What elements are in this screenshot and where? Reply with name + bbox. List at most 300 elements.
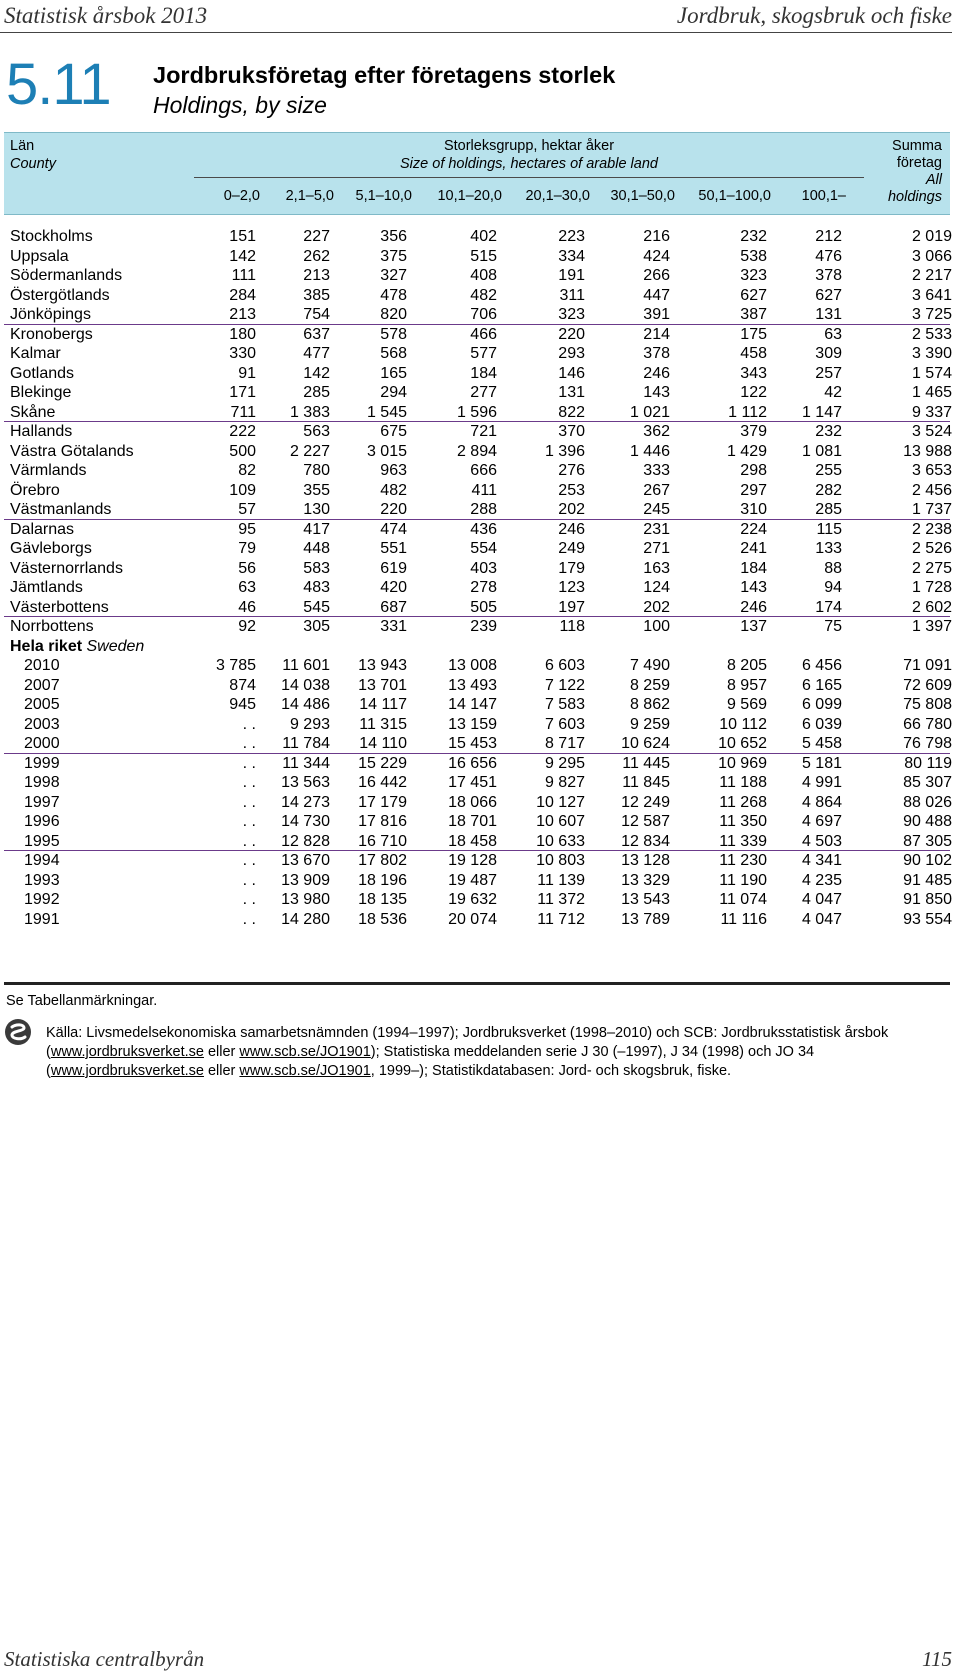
value-cell: 118 (559, 618, 585, 635)
value-cell: 554 (470, 540, 497, 557)
value-cell: 213 (229, 306, 256, 323)
value-cell: 294 (380, 384, 407, 401)
county-name: Västerbottens (10, 598, 109, 616)
value-cell: 111 (231, 267, 256, 284)
value-cell: 13 008 (448, 657, 497, 674)
running-head-left: Statistisk årsbok 2013 (4, 3, 208, 28)
value-cell: 180 (229, 325, 256, 343)
value-cell: 82 (238, 462, 256, 479)
value-cell: 411 (471, 481, 497, 499)
value-cell: 239 (470, 618, 497, 635)
value-cell: 14 273 (281, 793, 330, 811)
value-cell: 253 (558, 481, 585, 499)
source-link-1[interactable]: www.jordbruksverket.se (50, 1044, 204, 1060)
value-cell: 963 (380, 462, 407, 479)
value-cell: 8 259 (629, 676, 670, 694)
year-label: 2007 (24, 676, 60, 694)
county-row (0, 421, 960, 442)
value-cell: 334 (558, 247, 585, 265)
value-cell: 16 656 (448, 754, 497, 772)
county-row (0, 480, 960, 501)
group-separator (4, 753, 950, 754)
value-cell: 754 (303, 306, 330, 323)
source-text-5: , 1999–); Statistikdatabasen: Jord- och skogsbruk, fiske. (370, 1063, 732, 1079)
value-cell: 214 (643, 325, 670, 343)
value-cell: 123 (558, 579, 585, 596)
total-cell: 2 533 (911, 325, 952, 343)
value-cell: 257 (815, 364, 842, 382)
value-cell: 11 190 (719, 871, 767, 889)
total-cell: 1 465 (911, 384, 952, 401)
footer-page-number: 115 (922, 1647, 952, 1671)
value-cell: 202 (558, 501, 585, 518)
value-cell: 333 (643, 462, 670, 479)
county-row (0, 616, 960, 637)
source-link-4[interactable]: www.scb.se/JO1901 (239, 1063, 371, 1079)
total-cell: 76 798 (903, 735, 952, 752)
value-cell: 6 456 (801, 657, 842, 674)
column-header: 50,1–100,0 (698, 188, 771, 204)
value-cell: 94 (824, 579, 842, 596)
value-cell: 515 (470, 247, 497, 265)
year-label: 2003 (24, 715, 60, 733)
value-cell: 563 (303, 423, 330, 440)
value-cell: 458 (740, 345, 767, 362)
value-cell: 8 957 (726, 676, 767, 694)
value-cell: 15 453 (448, 735, 497, 752)
value-cell: 13 980 (281, 891, 330, 908)
year-row (0, 655, 960, 676)
value-cell: 7 122 (544, 676, 585, 694)
value-cell: 11 445 (622, 754, 670, 772)
year-row (0, 733, 960, 754)
value-cell: 131 (815, 306, 842, 323)
total-cell: 71 091 (903, 657, 952, 674)
value-cell: 11 601 (282, 657, 330, 674)
source-text-1: Källa: Livsmedelsekonomiska samarbetsnämnden (1994–1997); Jordbruksverket (1998–2010) och SCB: Jordbruksstatistisk årsbok ( (46, 1025, 889, 1060)
table-notes-reference: Se Tabellanmärkningar. (6, 993, 158, 1009)
value-cell: 165 (380, 364, 407, 382)
value-cell: 448 (303, 540, 330, 557)
value-cell: 387 (740, 306, 767, 323)
column-header: 5,1–10,0 (355, 188, 412, 204)
value-cell: 2 227 (289, 442, 330, 460)
value-cell: 545 (303, 598, 330, 616)
value-cell: 246 (558, 520, 585, 538)
value-cell: 820 (380, 306, 407, 323)
total-cell: 2 275 (911, 559, 952, 577)
value-cell: 577 (470, 345, 497, 362)
value-cell: 12 834 (621, 832, 670, 850)
value-cell: 18 536 (358, 910, 407, 928)
value-cell: 278 (470, 579, 497, 596)
value-cell: . . (242, 910, 256, 928)
value-cell: 16 442 (358, 774, 407, 791)
value-cell: 874 (229, 676, 256, 694)
value-cell: 267 (643, 481, 670, 499)
value-cell: 227 (303, 228, 330, 245)
year-row (0, 811, 960, 832)
value-cell: 1 596 (456, 403, 497, 421)
year-row (0, 753, 960, 774)
value-cell: 1 446 (629, 442, 670, 460)
value-cell: 505 (470, 598, 497, 616)
value-cell: 14 486 (281, 696, 330, 713)
year-row (0, 694, 960, 715)
value-cell: 311 (559, 286, 585, 304)
value-cell: 385 (303, 286, 330, 304)
county-name: Stockholms (10, 228, 93, 245)
county-row (0, 538, 960, 559)
county-row (0, 460, 960, 481)
value-cell: 6 603 (544, 657, 585, 674)
total-cell: 66 780 (903, 715, 952, 733)
value-cell: 184 (470, 364, 497, 382)
value-cell: 197 (558, 598, 585, 616)
value-cell: 424 (643, 247, 670, 265)
value-cell: 637 (303, 325, 330, 343)
value-cell: 115 (816, 520, 842, 538)
group-separator (4, 421, 950, 422)
value-cell: 11 230 (719, 852, 767, 869)
value-cell: 11 268 (719, 793, 767, 811)
value-cell: 142 (229, 247, 256, 265)
value-cell: 568 (380, 345, 407, 362)
value-cell: 13 909 (281, 871, 330, 889)
value-cell: 163 (643, 559, 670, 577)
county-row (0, 499, 960, 520)
year-row (0, 772, 960, 793)
value-cell: 100 (643, 618, 670, 635)
running-head-rule (0, 32, 952, 33)
national-heading-english: Sweden (86, 637, 145, 655)
value-cell: 146 (558, 364, 585, 382)
value-cell: 1 396 (544, 442, 585, 460)
value-cell: 88 (824, 559, 842, 577)
county-name: Hallands (10, 423, 73, 440)
value-cell: 355 (303, 481, 330, 499)
value-cell: 343 (740, 364, 767, 382)
value-cell: 7 583 (544, 696, 585, 713)
all-holdings-header-swedish-2: företag (896, 155, 942, 171)
value-cell: 19 487 (448, 871, 497, 889)
value-cell: 356 (380, 228, 407, 245)
value-cell: 11 784 (282, 735, 330, 752)
value-cell: 10 652 (718, 735, 767, 752)
value-cell: 11 188 (719, 774, 767, 791)
county-name: Västra Götalands (10, 442, 134, 460)
value-cell: 222 (229, 423, 256, 440)
value-cell: 9 259 (629, 715, 670, 733)
value-cell: 375 (380, 247, 407, 265)
year-label: 2005 (24, 696, 60, 713)
year-row (0, 889, 960, 910)
value-cell: 151 (229, 228, 256, 245)
value-cell: 1 545 (366, 403, 407, 421)
total-cell: 9 337 (911, 403, 952, 421)
value-cell: . . (242, 715, 256, 733)
year-label: 1996 (24, 813, 60, 830)
total-cell: 1 728 (911, 579, 952, 596)
value-cell: 500 (229, 442, 256, 460)
value-cell: 13 943 (358, 657, 407, 674)
value-cell: 14 147 (448, 696, 497, 713)
value-cell: 11 344 (282, 754, 330, 772)
value-cell: 4 047 (801, 910, 842, 928)
source-text-3: ); Statistiska meddelanden serie J 30 (–1997), J 34 (1998) och JO 34 ( (46, 1044, 815, 1079)
value-cell: 1 021 (629, 403, 670, 421)
value-cell: 476 (815, 247, 842, 265)
footer-publisher: Statistiska centralbyrån (4, 1647, 205, 1671)
value-cell: 246 (740, 598, 767, 616)
county-row (0, 363, 960, 384)
value-cell: 14 730 (281, 813, 330, 830)
value-cell: 284 (229, 286, 256, 304)
value-cell: 8 862 (629, 696, 670, 713)
value-cell: 223 (558, 228, 585, 245)
value-cell: 216 (643, 228, 670, 245)
total-cell: 2 602 (911, 598, 952, 616)
value-cell: 447 (643, 286, 670, 304)
county-row (0, 402, 960, 423)
value-cell: 483 (303, 579, 330, 596)
total-cell: 3 066 (911, 247, 952, 265)
value-cell: 19 128 (448, 852, 497, 869)
source-icon (4, 1018, 32, 1046)
value-cell: 305 (303, 618, 330, 635)
total-cell: 3 653 (911, 462, 952, 479)
value-cell: 241 (740, 540, 767, 557)
value-cell: 232 (815, 423, 842, 440)
value-cell: 578 (380, 325, 407, 343)
total-cell: 2 238 (911, 520, 952, 538)
value-cell: 9 569 (726, 696, 767, 713)
value-cell: 282 (815, 481, 842, 499)
value-cell: 255 (815, 462, 842, 479)
value-cell: 4 341 (801, 852, 842, 869)
all-holdings-header (888, 138, 942, 206)
value-cell: 202 (643, 598, 670, 616)
value-cell: . . (242, 754, 256, 772)
value-cell: 10 112 (719, 715, 767, 733)
value-cell: 478 (380, 286, 407, 304)
value-cell: 378 (815, 267, 842, 284)
county-header-english: County (10, 156, 56, 172)
value-cell: 477 (303, 345, 330, 362)
value-cell: 1 081 (801, 442, 842, 460)
value-cell: 18 135 (358, 891, 407, 908)
county-name: Skåne (10, 403, 56, 421)
total-cell: 2 526 (911, 540, 952, 557)
value-cell: 213 (303, 267, 330, 284)
value-cell: 4 047 (801, 891, 842, 908)
value-cell: 109 (229, 481, 256, 499)
value-cell: 14 038 (281, 676, 330, 694)
all-holdings-header-english-1: All (925, 172, 942, 188)
column-header: 20,1–30,0 (525, 188, 590, 204)
value-cell: 391 (643, 306, 670, 323)
column-header: 30,1–50,0 (610, 188, 675, 204)
value-cell: 11 350 (719, 813, 767, 830)
value-cell: 666 (470, 462, 497, 479)
value-cell: 627 (815, 286, 842, 304)
county-row (0, 285, 960, 306)
table-title-swedish: Jordbruksföretag efter företagens storlek (153, 62, 616, 88)
value-cell: 11 315 (359, 715, 407, 733)
value-cell: 276 (558, 462, 585, 479)
year-label: 1997 (24, 793, 60, 811)
value-cell: 1 112 (728, 403, 767, 421)
county-row (0, 343, 960, 364)
year-label: 2010 (24, 657, 60, 674)
value-cell: . . (242, 735, 256, 752)
value-cell: . . (242, 793, 256, 811)
value-cell: 417 (303, 520, 330, 538)
table-number: 5.11 (6, 52, 111, 117)
size-group-header-swedish: Storleksgrupp, hektar åker (443, 138, 615, 154)
source-link-2[interactable]: www.scb.se/JO1901 (239, 1044, 371, 1060)
value-cell: 4 697 (801, 813, 842, 830)
value-cell: 11 845 (622, 774, 670, 791)
value-cell: 212 (815, 228, 842, 245)
total-cell: 3 641 (911, 286, 952, 304)
source-note (46, 1024, 946, 1081)
size-group-header-english: Size of holdings, hectares of arable land (400, 156, 658, 172)
column-header: 0–2,0 (223, 188, 260, 204)
table-end-rule (4, 982, 950, 985)
county-row (0, 304, 960, 325)
value-cell: . . (242, 852, 256, 869)
value-cell: 262 (303, 247, 330, 265)
total-cell: 1 397 (911, 618, 952, 635)
value-cell: 11 339 (719, 832, 767, 850)
value-cell: 1 429 (726, 442, 767, 460)
county-row (0, 519, 960, 540)
running-head-right: Jordbruk, skogsbruk och fiske (676, 3, 952, 28)
value-cell: 331 (380, 618, 407, 635)
total-cell: 90 488 (903, 813, 952, 830)
value-cell: 13 701 (358, 676, 407, 694)
value-cell: 14 117 (359, 696, 407, 713)
county-name: Gävleborgs (10, 540, 92, 557)
value-cell: 327 (380, 267, 407, 284)
value-cell: 323 (558, 306, 585, 323)
value-cell: 482 (470, 286, 497, 304)
national-heading-swedish: Hela riket (10, 637, 83, 655)
value-cell: 11 139 (537, 871, 585, 889)
value-cell: 466 (470, 325, 497, 343)
value-cell: 687 (380, 598, 407, 616)
value-cell: 9 295 (544, 754, 585, 772)
value-cell: 538 (740, 247, 767, 265)
value-cell: 402 (470, 228, 497, 245)
value-cell: 137 (740, 618, 767, 635)
value-cell: 245 (643, 501, 670, 518)
value-cell: 5 181 (801, 754, 842, 772)
value-cell: 57 (238, 501, 256, 518)
value-cell: 63 (238, 579, 256, 596)
value-cell: 945 (229, 696, 256, 713)
value-cell: . . (242, 871, 256, 889)
county-name: Västernorrlands (10, 559, 123, 577)
value-cell: 780 (303, 462, 330, 479)
value-cell: 13 159 (448, 715, 497, 733)
value-cell: 246 (643, 364, 670, 382)
value-cell: . . (242, 774, 256, 791)
value-cell: 1 383 (289, 403, 330, 421)
value-cell: 133 (815, 540, 842, 557)
value-cell: . . (242, 813, 256, 830)
county-name: Gotlands (10, 364, 75, 382)
national-heading (10, 636, 144, 657)
value-cell: 122 (740, 384, 767, 401)
year-label: 1991 (24, 910, 60, 928)
value-cell: 142 (303, 364, 330, 382)
value-cell: 220 (380, 501, 407, 518)
value-cell: 12 587 (621, 813, 670, 830)
value-cell: 13 128 (621, 852, 670, 869)
value-cell: 288 (470, 501, 497, 518)
group-separator (4, 324, 950, 325)
total-cell: 88 026 (903, 793, 952, 811)
value-cell: 706 (470, 306, 497, 323)
value-cell: 3 785 (215, 657, 256, 674)
total-cell: 1 737 (911, 501, 952, 518)
value-cell: 627 (740, 286, 767, 304)
value-cell: 79 (238, 540, 256, 557)
value-cell: 13 329 (621, 871, 670, 889)
value-cell: 17 816 (358, 813, 407, 830)
value-cell: 174 (815, 598, 842, 616)
value-cell: 92 (238, 618, 256, 635)
value-cell: 8 717 (544, 735, 585, 752)
value-cell: 583 (303, 559, 330, 577)
value-cell: 403 (470, 559, 497, 577)
value-cell: 10 633 (536, 832, 585, 850)
source-link-3[interactable]: www.jordbruksverket.se (50, 1063, 204, 1079)
value-cell: 285 (815, 501, 842, 518)
total-cell: 3 390 (911, 345, 952, 362)
county-name: Kalmar (10, 345, 61, 362)
total-cell: 85 307 (903, 774, 952, 791)
value-cell: 10 803 (536, 852, 585, 869)
value-cell: 63 (824, 325, 842, 343)
value-cell: 10 127 (536, 793, 585, 811)
value-cell: 124 (643, 579, 670, 596)
group-separator (4, 850, 950, 851)
county-row (0, 558, 960, 579)
value-cell: 13 789 (621, 910, 670, 928)
value-cell: 9 827 (544, 774, 585, 791)
year-label: 2000 (24, 735, 60, 752)
running-head (0, 0, 960, 34)
county-name: Västmanlands (10, 501, 112, 518)
value-cell: 184 (740, 559, 767, 577)
value-cell: 5 458 (801, 735, 842, 752)
value-cell: 8 205 (726, 657, 767, 674)
county-name: Jönköpings (10, 306, 91, 323)
year-label: 1994 (24, 852, 60, 869)
value-cell: 18 458 (448, 832, 497, 850)
value-cell: 18 066 (448, 793, 497, 811)
value-cell: 721 (470, 423, 497, 440)
value-cell: 10 607 (536, 813, 585, 830)
value-cell: 7 490 (629, 657, 670, 674)
county-row (0, 324, 960, 345)
value-cell: 7 603 (544, 715, 585, 733)
value-cell: 175 (740, 325, 767, 343)
value-cell: 75 (824, 618, 842, 635)
